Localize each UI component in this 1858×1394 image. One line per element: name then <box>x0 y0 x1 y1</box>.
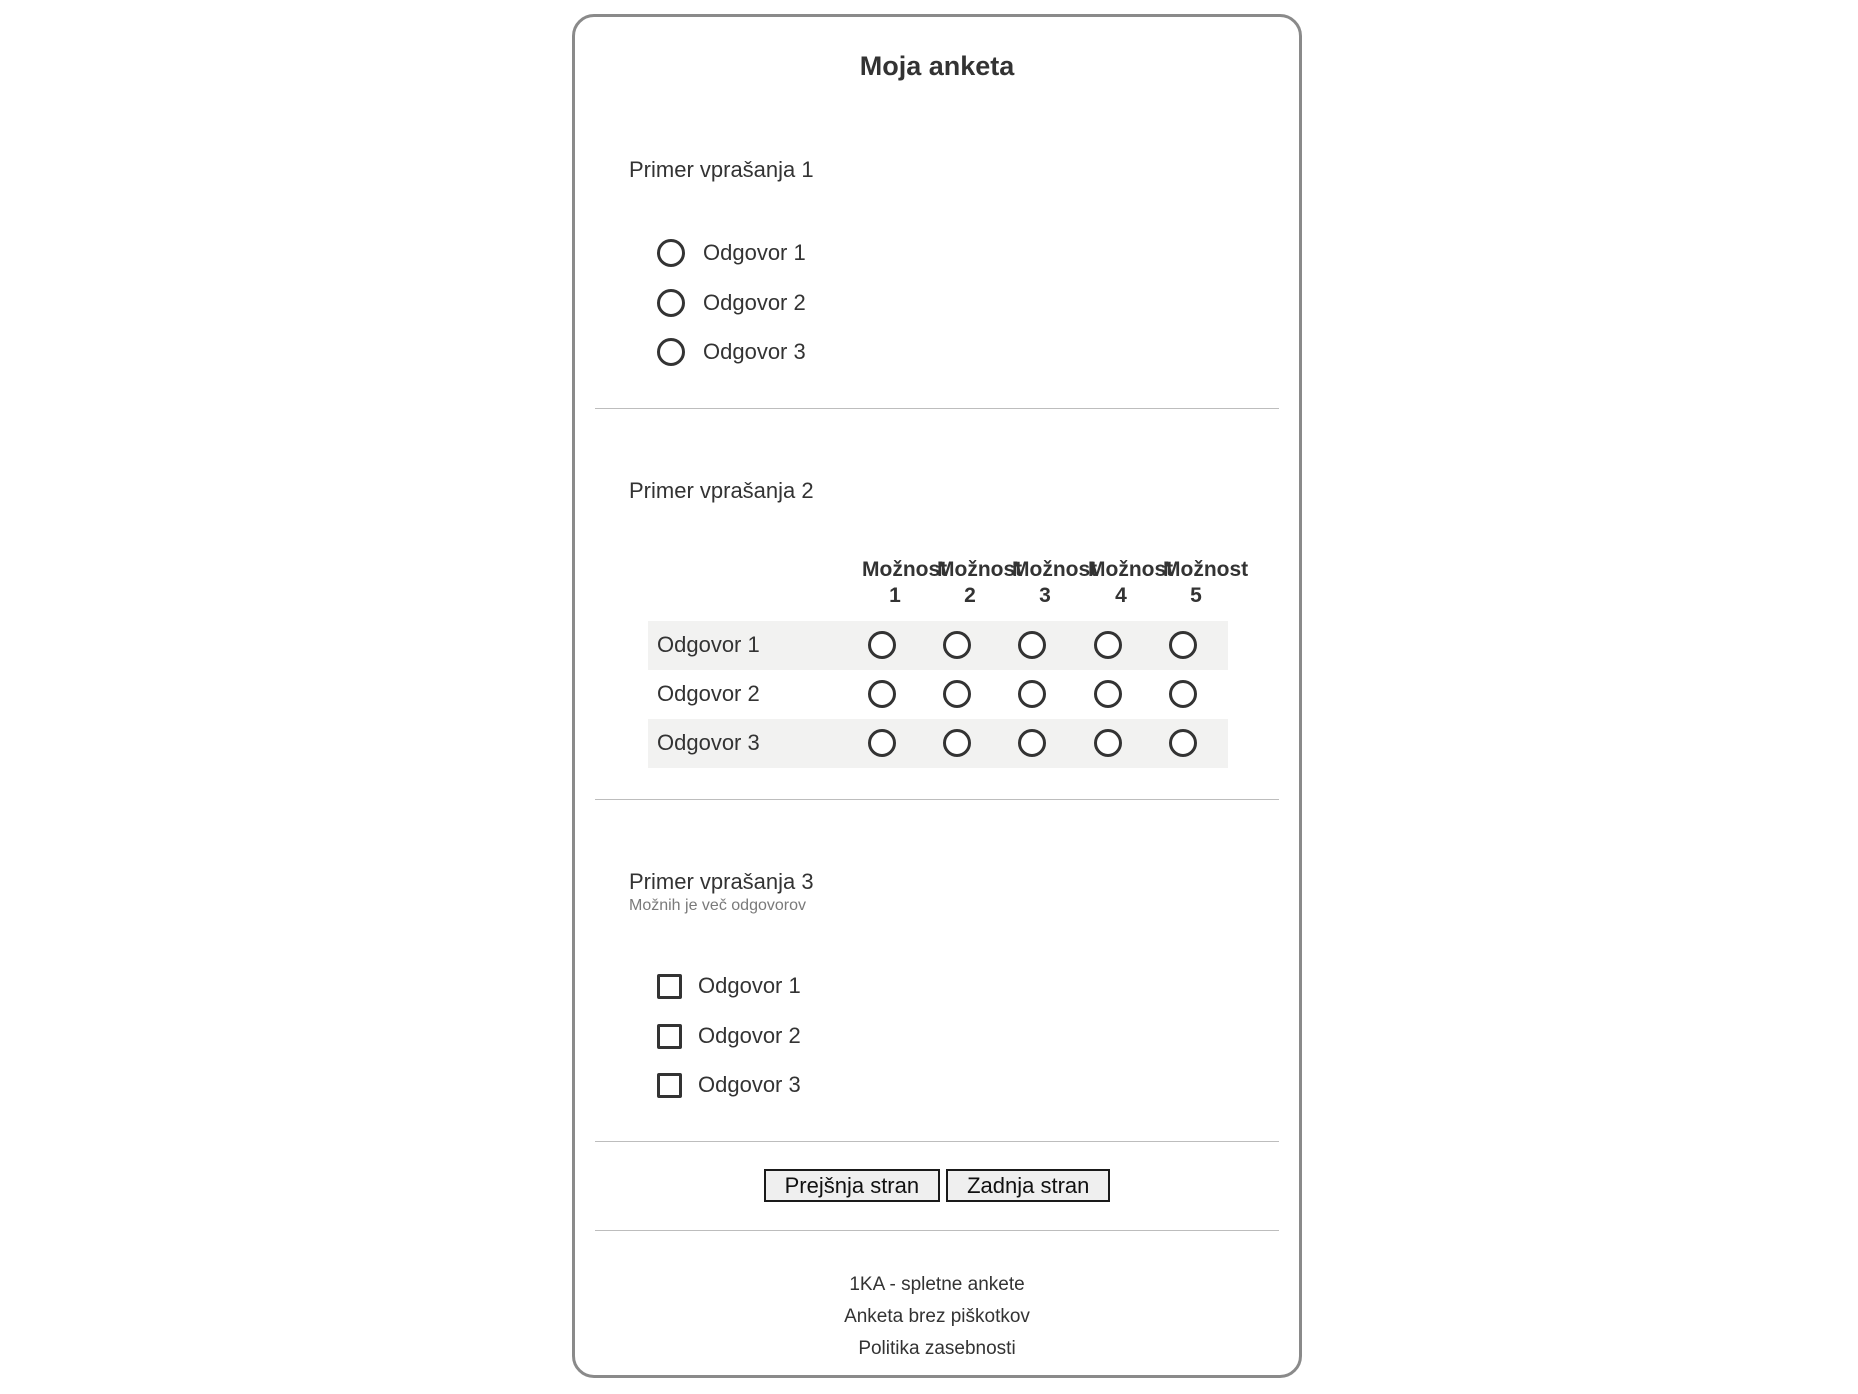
grid-radio-r3-c5[interactable] <box>1169 729 1197 757</box>
grid-column-header-2: Možnost 2 <box>937 558 1023 607</box>
radio-button[interactable] <box>657 239 685 267</box>
option-label: Odgovor 1 <box>703 240 806 265</box>
grid-column-header-5: Možnost 5 <box>1163 558 1249 607</box>
question-3-option-1[interactable] <box>657 970 801 1002</box>
grid-column-header-1: Možnost 1 <box>862 558 948 607</box>
grid-radio-r2-c4[interactable] <box>1094 680 1122 708</box>
option-label: Odgovor 3 <box>698 1072 801 1097</box>
question-1-option-1[interactable] <box>657 237 806 269</box>
radio-button[interactable] <box>657 289 685 317</box>
grid-radio-r1-c4[interactable] <box>1094 631 1122 659</box>
grid-row-label: Odgovor 3 <box>657 730 760 755</box>
footer-link-privacy[interactable]: Politika zasebnosti <box>858 1338 1016 1359</box>
grid-column-header-3: Možnost 3 <box>1012 558 1098 607</box>
grid-radio-r1-c2[interactable] <box>943 631 971 659</box>
checkbox[interactable] <box>657 1024 682 1049</box>
grid-radio-r3-c3[interactable] <box>1018 729 1046 757</box>
grid-header <box>648 557 1249 621</box>
grid-row-label: Odgovor 2 <box>657 681 760 706</box>
grid-row-3 <box>648 719 1228 768</box>
grid-radio-r2-c5[interactable] <box>1169 680 1197 708</box>
grid-column-header-4: Možnost 4 <box>1088 558 1174 607</box>
survey-title: Moja anketa <box>859 51 1015 81</box>
grid-radio-r1-c3[interactable] <box>1018 631 1046 659</box>
grid-radio-r3-c2[interactable] <box>943 729 971 757</box>
question-1-option-3[interactable] <box>657 336 806 368</box>
grid-radio-r1-c5[interactable] <box>1169 631 1197 659</box>
section-divider <box>595 1141 1279 1142</box>
grid-radio-r1-c1[interactable] <box>868 631 896 659</box>
grid-radio-r2-c1[interactable] <box>868 680 896 708</box>
question-2-grid <box>648 557 1249 768</box>
footer-divider <box>595 1230 1279 1231</box>
grid-row-2 <box>648 670 1228 719</box>
question-3-note: Možnih je več odgovorov <box>629 897 806 914</box>
question-divider <box>595 799 1279 800</box>
checkbox[interactable] <box>657 1073 682 1098</box>
question-2-title: Primer vprašanja 2 <box>629 478 814 503</box>
grid-radio-r3-c1[interactable] <box>868 729 896 757</box>
option-label: Odgovor 1 <box>698 973 801 998</box>
question-1-title: Primer vprašanja 1 <box>629 157 814 182</box>
option-label: Odgovor 2 <box>698 1023 801 1048</box>
question-3-option-3[interactable] <box>657 1069 801 1101</box>
grid-row-label: Odgovor 1 <box>657 632 760 657</box>
previous-page-button[interactable]: Prejšnja stran <box>764 1169 941 1202</box>
page-navigation <box>575 1169 1299 1202</box>
option-label: Odgovor 3 <box>703 339 806 364</box>
radio-button[interactable] <box>657 338 685 366</box>
question-1-option-2[interactable] <box>657 287 806 319</box>
footer-link-cookies[interactable]: Anketa brez piškotkov <box>844 1306 1030 1327</box>
question-divider <box>595 408 1279 409</box>
option-label: Odgovor 2 <box>703 290 806 315</box>
footer-link-1ka[interactable]: 1KA - spletne ankete <box>849 1274 1025 1295</box>
question-3-title: Primer vprašanja 3 <box>629 869 814 894</box>
survey-container <box>572 14 1302 1378</box>
last-page-button[interactable]: Zadnja stran <box>946 1169 1110 1202</box>
question-3-option-2[interactable] <box>657 1020 801 1052</box>
checkbox[interactable] <box>657 974 682 999</box>
grid-radio-r3-c4[interactable] <box>1094 729 1122 757</box>
footer <box>575 1269 1299 1365</box>
grid-radio-r2-c2[interactable] <box>943 680 971 708</box>
grid-row-1 <box>648 621 1228 670</box>
grid-radio-r2-c3[interactable] <box>1018 680 1046 708</box>
